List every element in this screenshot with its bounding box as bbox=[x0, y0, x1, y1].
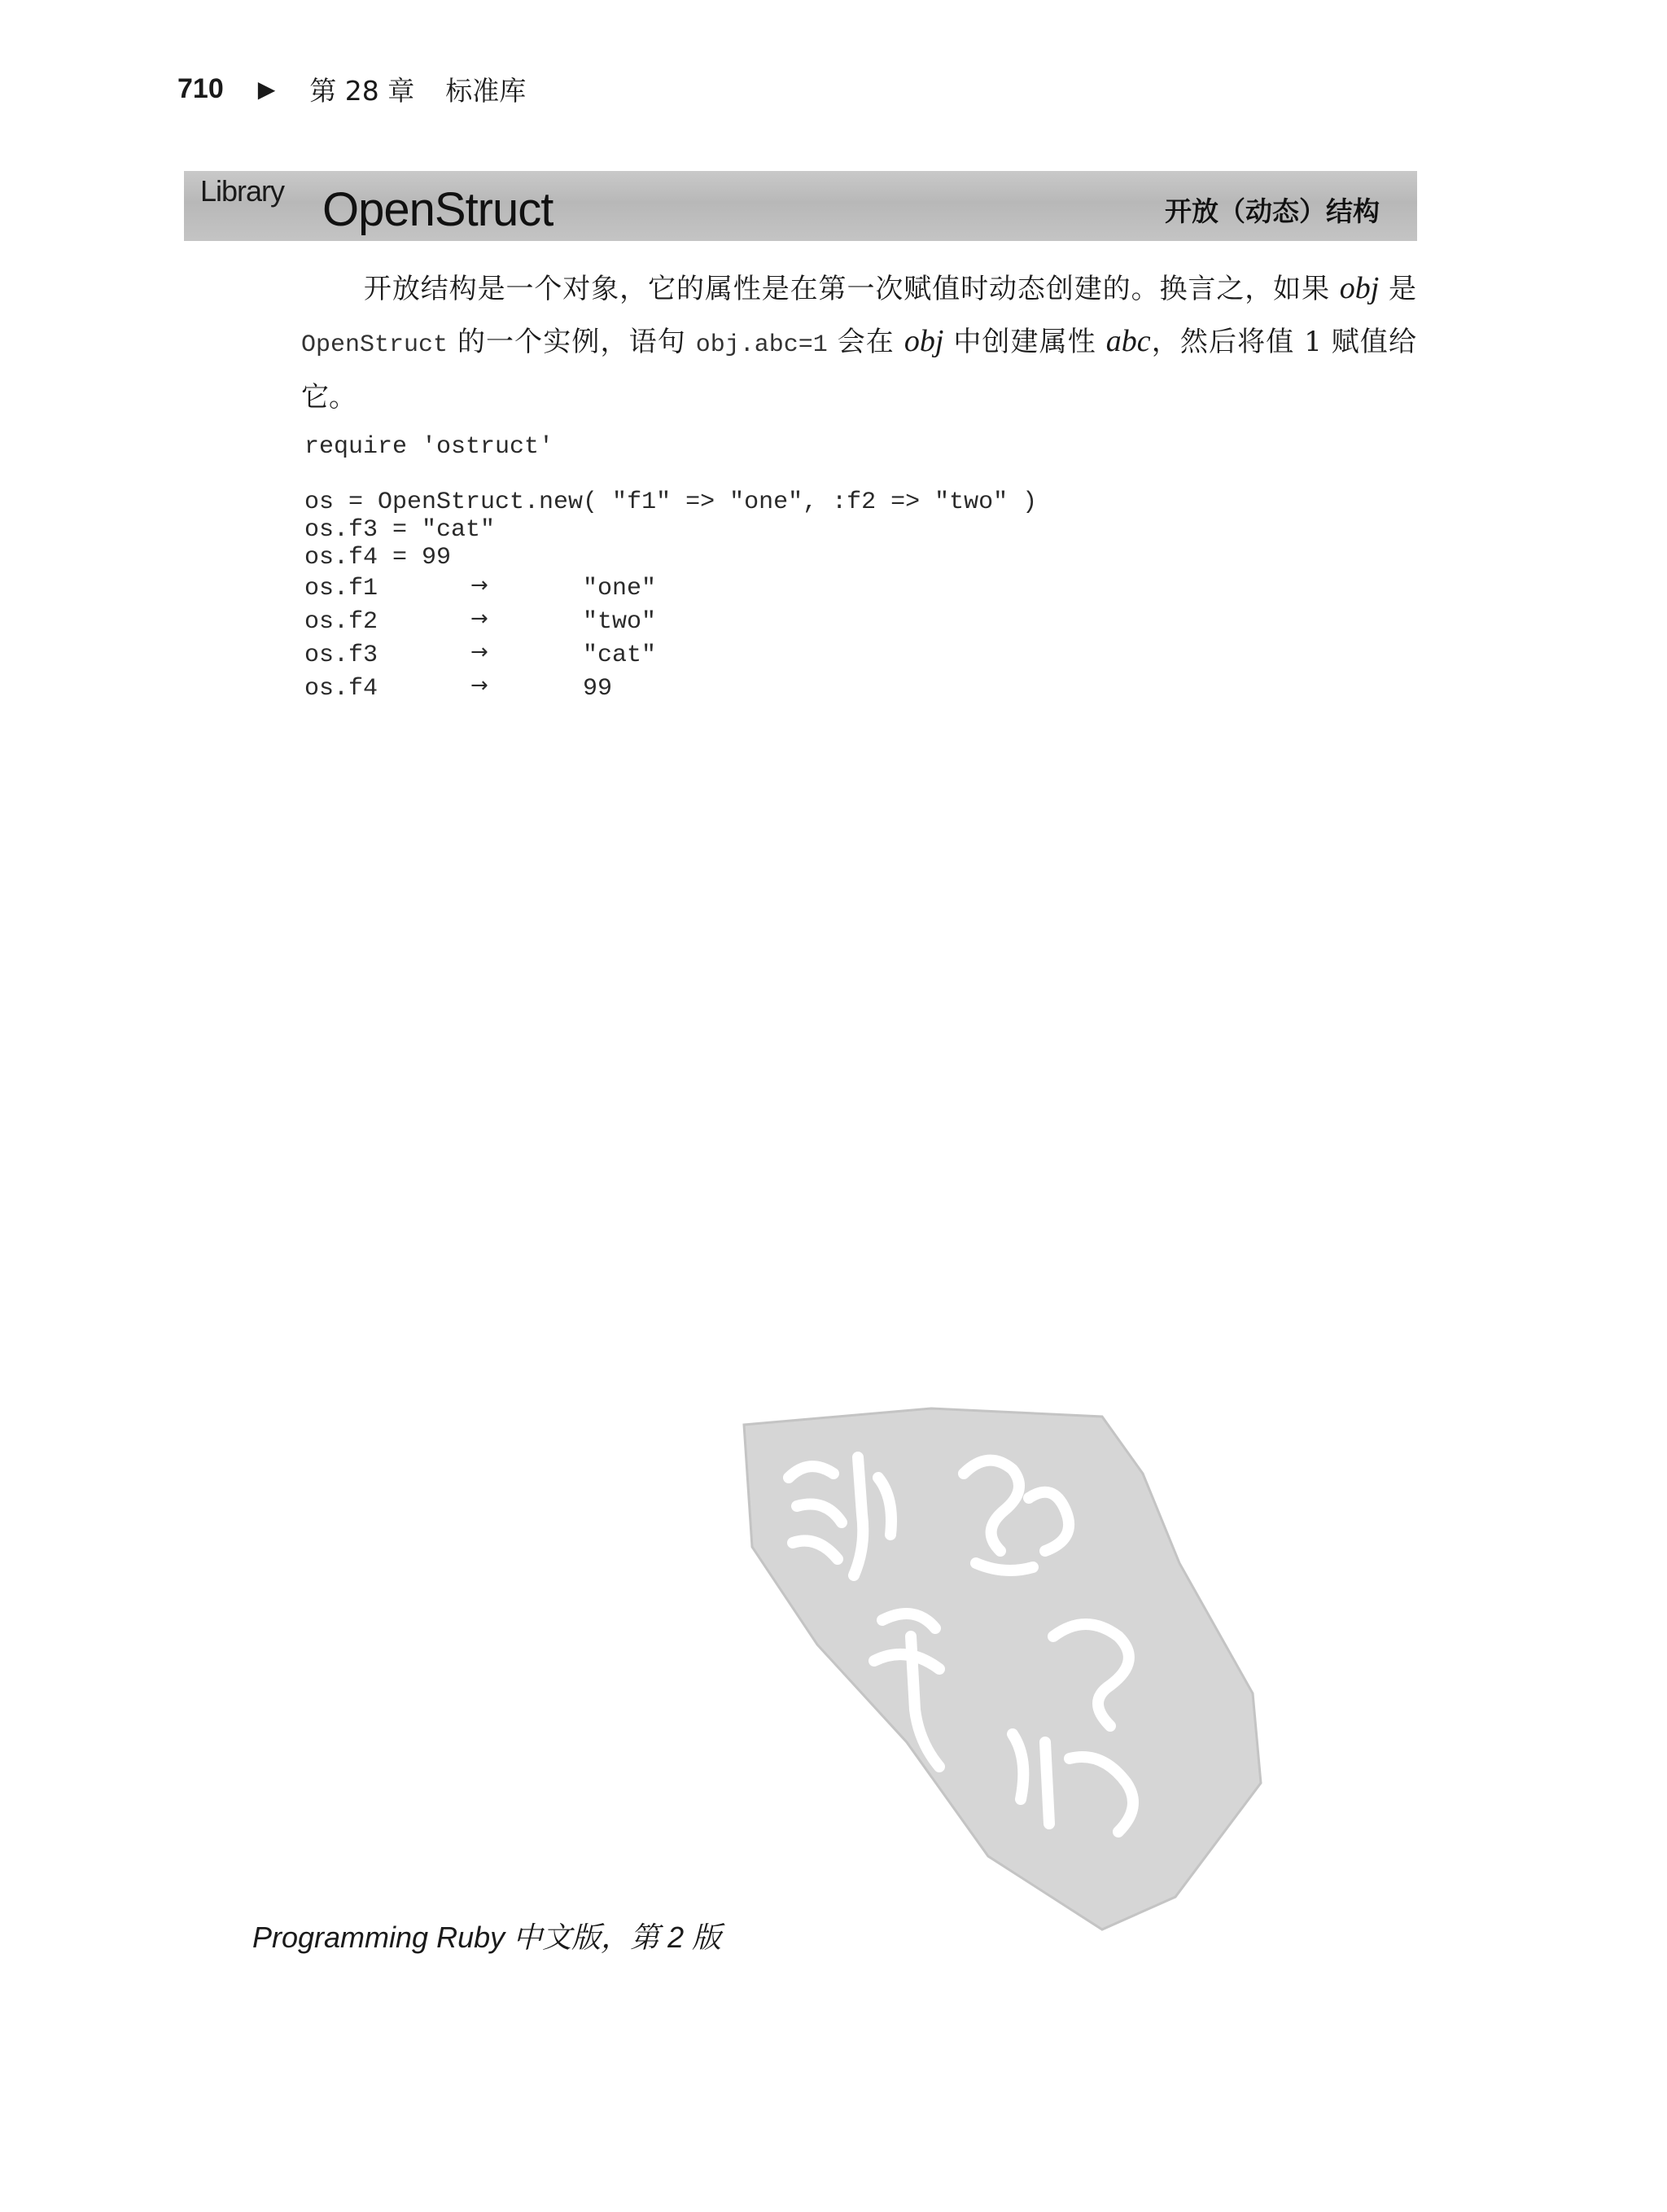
arrow-right-icon: → bbox=[470, 573, 488, 598]
intro-text-2: 是 bbox=[1379, 273, 1417, 305]
code-results bbox=[304, 575, 793, 708]
intro-text-5: 中创建属性 bbox=[943, 326, 1106, 358]
result-row bbox=[304, 642, 793, 675]
intro-text-6: ，然后将值 1 赋值给它。 bbox=[301, 326, 1417, 414]
arrow-right-icon: → bbox=[470, 607, 488, 631]
page-number: 710 bbox=[177, 72, 224, 104]
code-setup-line: os = OpenStruct.new( "f1" => "one", :f2 => "two" ) bbox=[304, 488, 1038, 516]
result-expression: os.f4 bbox=[304, 675, 378, 703]
code-setup-line: os.f4 = 99 bbox=[304, 544, 452, 572]
intro-text-3: 的一个实例，语句 bbox=[448, 326, 696, 358]
code-setup-line: os.f3 = "cat" bbox=[304, 516, 496, 544]
intro-stmt-code: obj.abc=1 bbox=[695, 331, 828, 359]
intro-obj-2: obj bbox=[904, 324, 944, 358]
result-value: "two" bbox=[583, 608, 657, 636]
arrow-right-icon: → bbox=[470, 640, 488, 664]
intro-class-code: OpenStruct bbox=[301, 331, 448, 359]
result-value: 99 bbox=[583, 675, 613, 703]
code-require-line: require 'ostruct' bbox=[304, 433, 554, 461]
intro-paragraph bbox=[301, 262, 1416, 423]
chapter-label: 第 28 章 bbox=[309, 74, 415, 107]
code-setup-block bbox=[304, 488, 1037, 572]
library-seal-stamp-icon bbox=[720, 1400, 1273, 1938]
banner-tag: Library bbox=[200, 174, 285, 208]
result-row bbox=[304, 575, 793, 608]
page-footer: Programming Ruby 中文版，第 2 版 bbox=[252, 1921, 722, 1954]
banner-subtitle: 开放（动态）结构 bbox=[1165, 195, 1380, 227]
intro-text-1: 开放结构是一个对象，它的属性是在第一次赋值时动态创建的。换言之，如果 bbox=[363, 273, 1340, 305]
triangle-right-icon: ▶ bbox=[257, 75, 276, 103]
intro-obj: obj bbox=[1339, 271, 1380, 305]
result-row bbox=[304, 608, 793, 642]
result-expression: os.f3 bbox=[304, 642, 378, 669]
library-banner bbox=[184, 171, 1417, 241]
running-header bbox=[177, 68, 526, 109]
result-row bbox=[304, 675, 793, 708]
result-expression: os.f1 bbox=[304, 575, 378, 602]
chapter-title: 标准库 bbox=[445, 74, 527, 107]
result-value: "one" bbox=[583, 575, 657, 602]
banner-title: OpenStruct bbox=[322, 183, 553, 236]
arrow-right-icon: → bbox=[470, 673, 488, 698]
result-value: "cat" bbox=[583, 642, 657, 669]
intro-attr: abc bbox=[1105, 324, 1151, 358]
intro-text-4: 会在 bbox=[827, 326, 904, 358]
result-expression: os.f2 bbox=[304, 608, 378, 636]
